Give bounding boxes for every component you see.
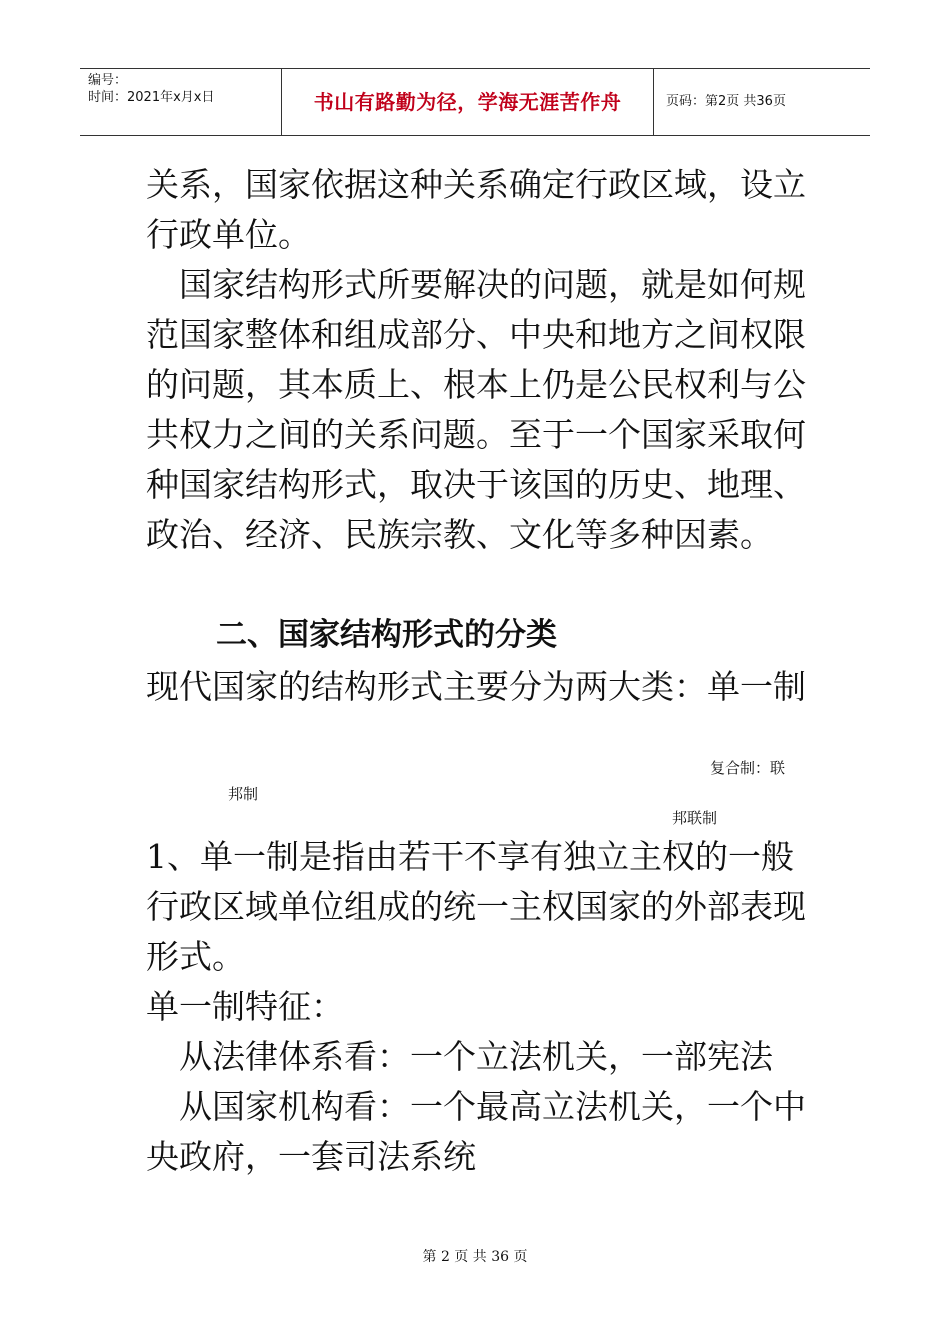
header-page-info: 页码：第2页 共36页 <box>666 94 786 109</box>
paragraph-3: 现代国家的结构形式主要分为两大类：单一制 <box>146 667 806 706</box>
header-meta <box>80 69 282 135</box>
paragraph-4: 1、单一制是指由若干不享有独立主权的一般行政区域单位组成的统一主权国家的外部表现形式。 <box>146 837 806 976</box>
content-block-2 <box>146 662 806 712</box>
number-label: 编号： <box>88 73 128 88</box>
paragraph-1: 关系，国家依据这种关系确定行政区域，设立行政单位。 <box>146 165 806 254</box>
content-block-3 <box>146 832 806 1182</box>
paragraph-5: 单一制特征： <box>146 987 344 1026</box>
paragraph-6: 从法律体系看：一个立法机关，一部宪法 <box>179 1037 773 1076</box>
paragraph-2: 国家结构形式所要解决的问题，就是如何规范国家整体和组成部分、中央和地方之间权限的问题，其本质上、根本上仍是公民权利与公共权力之间的关系问题。至于一个国家采取何种国家结构形式，取决于该国的历史、地理、政治、经济、民族宗教、文化等多种因素。 <box>146 265 806 554</box>
paragraph-7: 从国家机构看：一个最高立法机关，一个中央政府，一套司法系统 <box>146 1087 806 1176</box>
section-heading: 二、国家结构形式的分类 <box>216 617 557 653</box>
federal-label: 邦制 <box>228 785 259 803</box>
compound-label: 复合制：联 <box>710 759 786 777</box>
content-block-1 <box>146 160 806 560</box>
confederal-label: 邦联制 <box>672 809 718 827</box>
page-header <box>80 68 870 136</box>
page-footer: 第 2 页 共 36 页 <box>422 1249 528 1265</box>
header-motto: 书山有路勤为径，学海无涯苦作舟 <box>282 69 654 135</box>
time-label: 时间：2021年x月x日 <box>88 90 215 105</box>
